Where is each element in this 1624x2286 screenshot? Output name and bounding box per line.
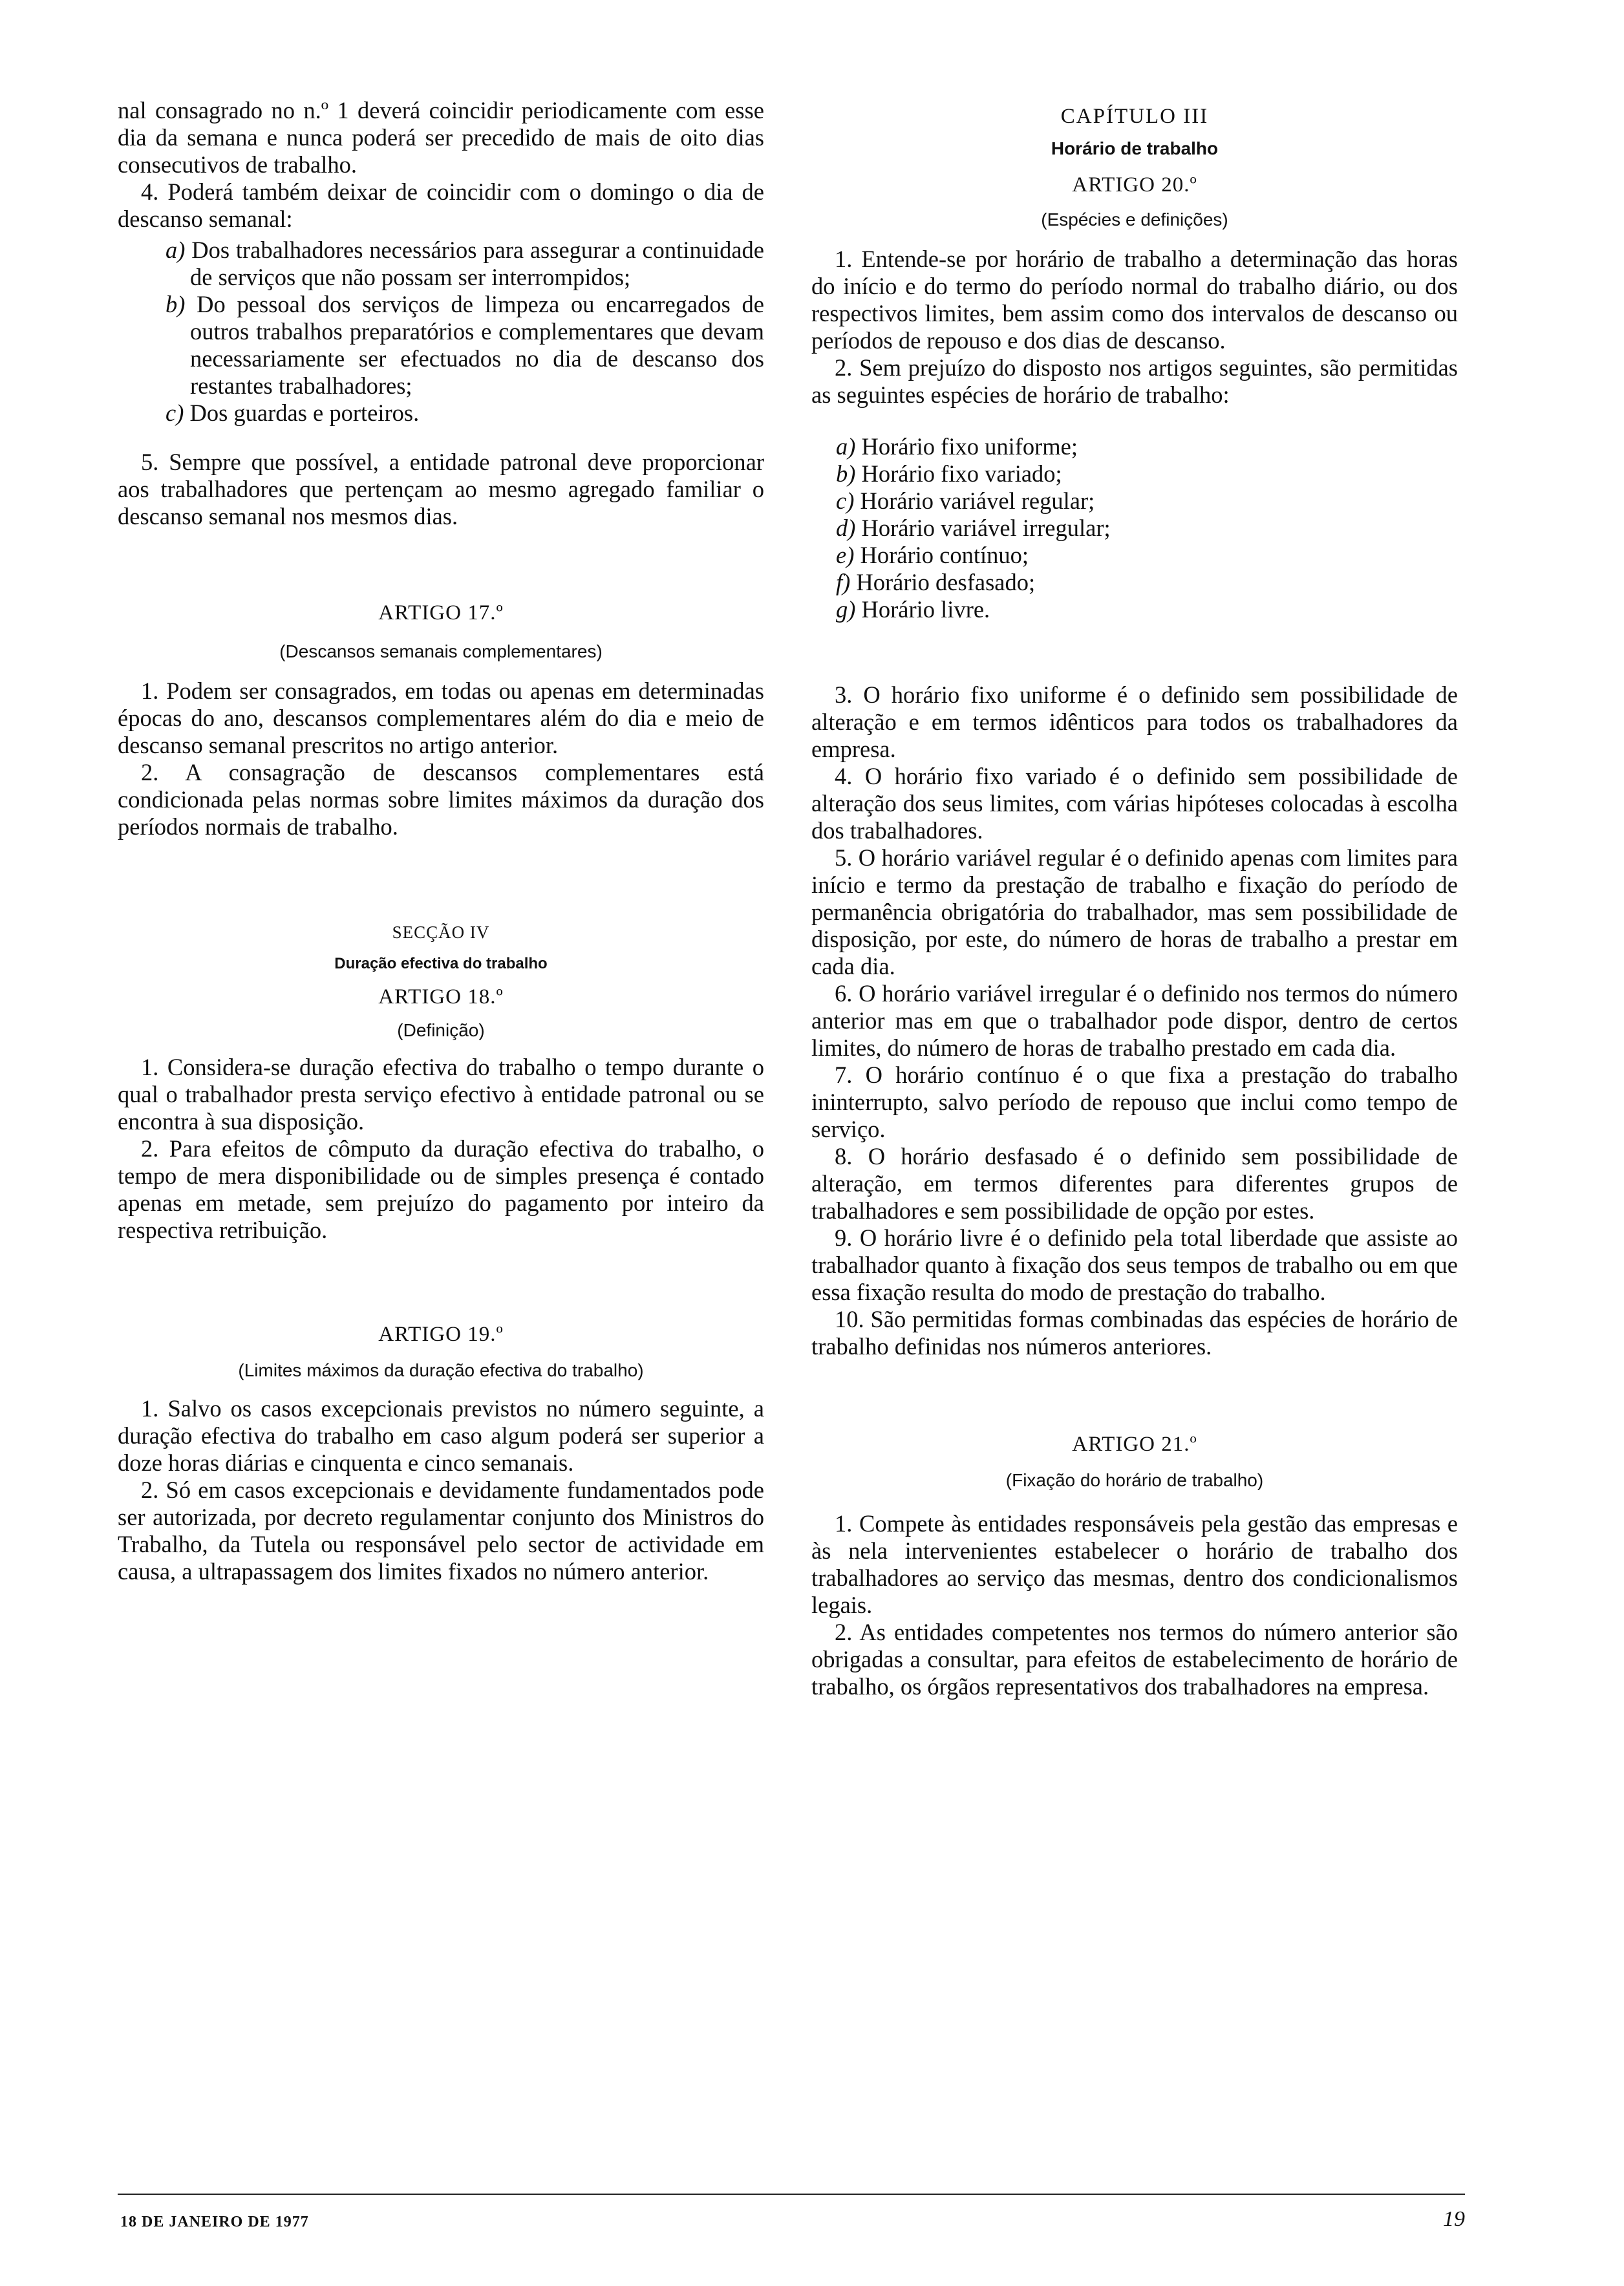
list-item: a) Horário fixo uniforme; — [836, 433, 1078, 460]
list-item: d) Horário variável irregular; — [836, 515, 1111, 541]
list-item: b) Do pessoal dos serviços de limpeza ou encarregados de outros trabalhos preparatórios e complementares que devam necessariamente ser efectuados no dia de descanso dos restantes trabalhadores; — [166, 291, 765, 399]
article-title: ARTIGO 17.º — [378, 601, 504, 625]
item-list — [118, 237, 764, 427]
paragraph: 2. As entidades competentes nos termos do número anterior são obrigadas a consultar, para efeitos de estabelecimento de horário de trabalho, os órgãos representativos dos trabalhadores na empresa. — [811, 1619, 1458, 1700]
article-subtitle: (Definição) — [397, 1020, 485, 1040]
paragraph: 1. Compete às entidades responsáveis pela gestão das empresas e às nela intervenientes estabelecer o horário de trabalho dos trabalhadores ao serviço das mesmas, dentro dos condicionalismos legais. — [811, 1510, 1458, 1618]
footer-date: 18 DE JANEIRO DE 1977 — [120, 2214, 309, 2230]
paragraph: 5. Sempre que possível, a entidade patronal deve proporcionar aos trabalhadores que pertençam ao mesmo agregado familiar o descanso semanal nos mesmos dias. — [118, 449, 764, 529]
paragraph: 5. O horário variável regular é o definido apenas com limites para início e termo da prestação de trabalho e fixação do período de permanência obrigatória do trabalhador, mas sem possibilidade de disposição, por este, do número de horas de trabalho a prestar em cada dia. — [811, 844, 1458, 979]
paragraph: 2. Sem prejuízo do disposto nos artigos seguintes, são permitidas as seguintes espécies de horário de trabalho: — [811, 354, 1458, 408]
paragraph: 4. Poderá também deixar de coincidir com o domingo o dia de descanso semanal: — [118, 178, 764, 232]
article-subtitle: (Espécies e definições) — [1041, 209, 1228, 230]
article-title: ARTIGO 21.º — [1072, 1433, 1197, 1456]
paragraph: 1. Entende-se por horário de trabalho a determinação das horas do início e do termo do período normal do trabalho diário, ou dos respectivos limites, bem assim como dos intervalos de descanso ou períodos de repouso e dos dias de descanso. — [811, 246, 1458, 354]
article-subtitle: (Fixação do horário de trabalho) — [1005, 1470, 1264, 1490]
article-title: ARTIGO 20.º — [1072, 173, 1197, 197]
article-title: ARTIGO 18.º — [378, 985, 504, 1009]
right-column — [811, 103, 1458, 1700]
paragraph: 9. O horário livre é o definido pela total liberdade que assiste ao trabalhador quanto à fixação dos seus tempos de trabalho ou em que essa fixação resulta do modo de prestação do trabalho. — [811, 1224, 1458, 1305]
section-title: SECÇÃO IV — [392, 923, 490, 942]
article-subtitle: (Descansos semanais complementares) — [279, 641, 603, 661]
paragraph: 1. Considera-se duração efectiva do trabalho o tempo durante o qual o trabalhador presta serviço efectivo à entidade patronal ou se encontra à sua disposição. — [118, 1054, 764, 1135]
left-column — [118, 97, 764, 1585]
list-item: a) Dos trabalhadores necessários para assegurar a continuidade de serviços que não possam ser interrompidos; — [166, 237, 764, 290]
chapter-title: CAPÍTULO III — [1060, 105, 1209, 128]
article-title: ARTIGO 19.º — [378, 1323, 504, 1346]
list-item: e) Horário contínuo; — [836, 542, 1029, 568]
list-item: g) Horário livre. — [836, 596, 990, 623]
article-subtitle: (Limites máximos da duração efectiva do trabalho) — [238, 1360, 644, 1380]
paragraph: nal consagrado no n.º 1 deverá coincidir periodicamente com esse dia da semana e nunca poderá ser precedido de mais de oito dias consecutivos de trabalho. — [118, 97, 764, 178]
footer-rule — [118, 2194, 1465, 2195]
list-item: c) Dos guardas e porteiros. — [166, 400, 420, 426]
list-item: f) Horário desfasado; — [836, 569, 1036, 595]
paragraph: 10. São permitidas formas combinadas das espécies de horário de trabalho definidas nos números anteriores. — [811, 1306, 1458, 1360]
section-subtitle: Duração efectiva do trabalho — [334, 955, 548, 972]
paragraph: 2. Só em casos excepcionais e devidamente fundamentados pode ser autorizada, por decreto regulamentar conjunto dos Ministros do Trabalho, da Tutela ou responsável pelo sector de actividade em causa, a ultrapassagem dos limites fixados no número anterior. — [118, 1477, 764, 1585]
paragraph: 7. O horário contínuo é o que fixa a prestação do trabalho ininterrupto, salvo período de repouso que inclui como tempo de serviço. — [811, 1062, 1458, 1142]
page-number: 19 — [1443, 2207, 1465, 2231]
paragraph: 6. O horário variável irregular é o definido nos termos do número anterior mas em que o trabalhador pode dispor, dentro de certos limites, do número de horas de trabalho prestado em cada dia. — [811, 980, 1458, 1061]
list-item: b) Horário fixo variado; — [836, 460, 1062, 487]
paragraph: 2. A consagração de descansos complementares está condicionada pelas normas sobre limites máximos da duração dos períodos normais de trabalho. — [118, 759, 764, 840]
paragraph: 4. O horário fixo variado é o definido sem possibilidade de alteração dos seus limites, com várias hipóteses colocadas à escolha dos trabalhadores. — [811, 763, 1458, 844]
item-list — [811, 433, 1458, 623]
paragraph: 1. Podem ser consagrados, em todas ou apenas em determinadas épocas do ano, descansos complementares além do dia e meio de descanso semanal prescritos no artigo anterior. — [118, 678, 764, 758]
paragraph: 8. O horário desfasado é o definido sem possibilidade de alteração, em termos diferentes para diferentes grupos de trabalhadores e sem possibilidade de opção por estes. — [811, 1143, 1458, 1224]
paragraph: 1. Salvo os casos excepcionais previstos no número seguinte, a duração efectiva do trabalho em caso algum poderá ser superior a doze horas diárias e cinquenta e cinco semanais. — [118, 1395, 764, 1476]
paragraph: 2. Para efeitos de cômputo da duração efectiva do trabalho, o tempo de mera disponibilidade ou de simples presença é contado apenas em metade, sem prejuízo do pagamento por inteiro da respectiva retribuição. — [118, 1135, 764, 1243]
paragraph: 3. O horário fixo uniforme é o definido sem possibilidade de alteração e em termos idênticos para todos os trabalhadores da empresa. — [811, 681, 1458, 762]
list-item: c) Horário variável regular; — [836, 487, 1095, 514]
chapter-subtitle: Horário de trabalho — [1051, 138, 1219, 158]
